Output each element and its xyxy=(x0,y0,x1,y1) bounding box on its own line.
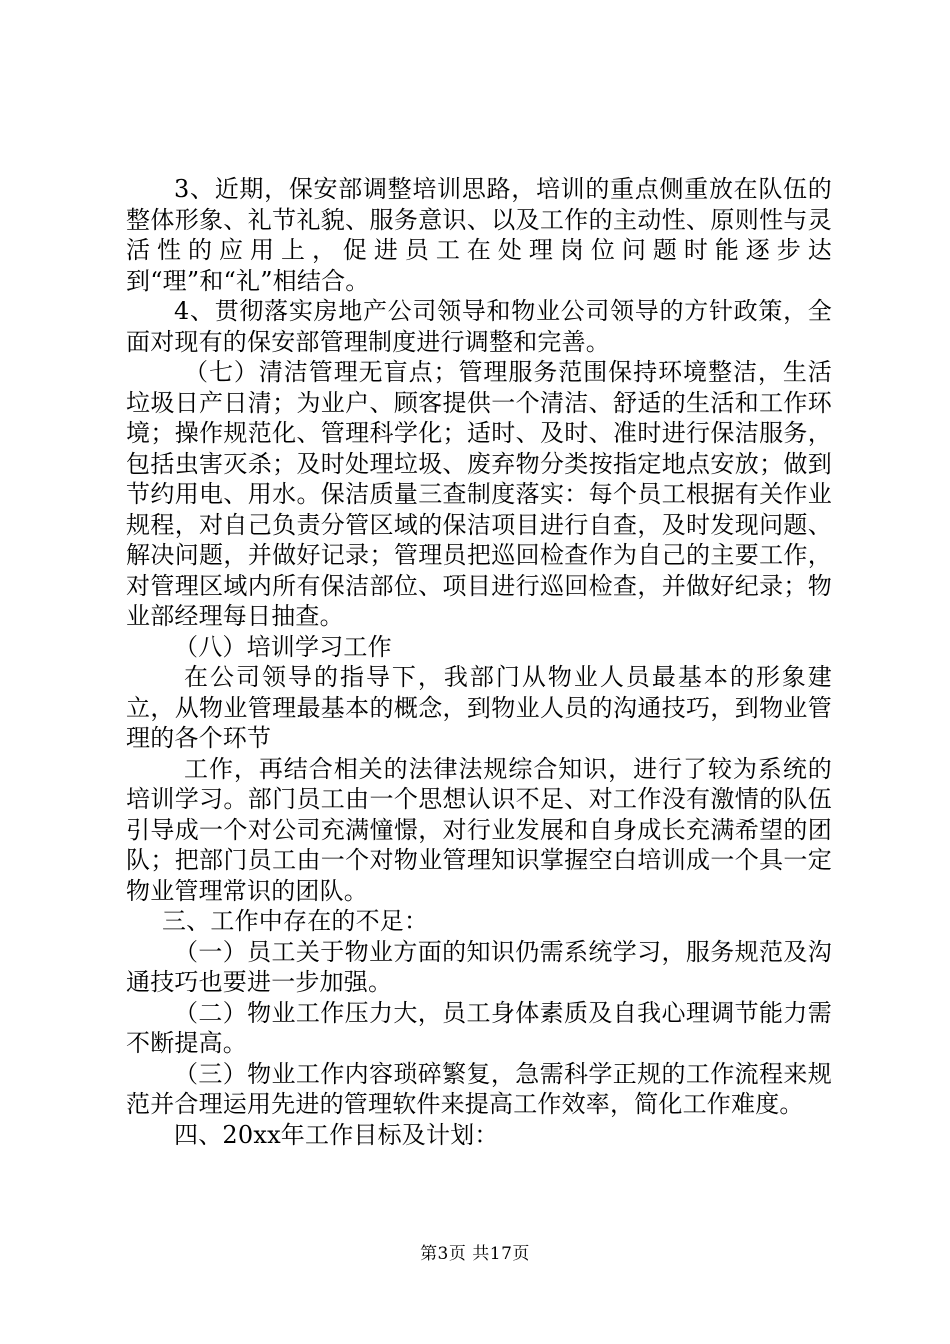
paragraph-training-intro: 在公司领导的指导下，我部门从物业人员最基本的形象建立，从物业管理最基本的概念，到物业人员的沟通技巧，到物业管理的各个环节 xyxy=(126,663,832,752)
document-body xyxy=(126,174,832,1150)
paragraph-shortcoming-2: （二）物业工作压力大，员工身体素质及自我心理调节能力需不断提高。 xyxy=(126,998,832,1057)
paragraph-shortcoming-1: （一）员工关于物业方面的知识仍需系统学习，服务规范及沟通技巧也要进一步加强。 xyxy=(126,937,832,996)
paragraph-training-result: 工作，再结合相关的法律法规综合知识，进行了较为系统的培训学习。部门员工由一个思想认识不足、对工作没有激情的队伍引导成一个对公司充满憧憬，对行业发展和自身成长充满希望的团队；把部门员工由一个对物业管理知识掌握空白培训成一个具一定物业管理常识的团队。 xyxy=(126,754,832,905)
paragraph-training-approach: 3、近期，保安部调整培训思路，培训的重点侧重放在队伍的整体形象、礼节礼貌、服务意识、以及工作的主动性、原则性与灵活性的应用上，促进员工在处理岗位问题时能逐步达到“理”和“礼”相结合。 xyxy=(126,175,832,295)
paragraph-shortcoming-3: （三）物业工作内容琐碎繁复，急需科学正规的工作流程来规范并合理运用先进的管理软件来提高工作效率，简化工作难度。 xyxy=(126,1059,832,1118)
heading-goals-plan: 四、20xx年工作目标及计划： xyxy=(174,1120,499,1149)
heading-shortcomings: 三、工作中存在的不足： xyxy=(162,907,429,935)
paragraph-policy-implementation: 4、贯彻落实房地产公司领导和物业公司领导的方针政策，全面对现有的保安部管理制度进行调整和完善。 xyxy=(126,297,832,356)
page-number-footer: 第3页 共17页 xyxy=(420,1244,530,1264)
paragraph-cleaning-management: （七）清洁管理无盲点；管理服务范围保持环境整洁，生活垃圾日产日清；为业户、顾客提供一个清洁、舒适的生活和工作环境；操作规范化、管理科学化；适时、及时、准时进行保洁服务，包括虫害灭杀；及时处理垃圾、废弃物分类按指定地点安放；做到节约用电、用水。保洁质量三查制度落实：每个员工根据有关作业规程，对自己负责分管区域的保洁项目进行自查，及时发现问题、解决问题，并做好记录；管理员把巡回检查作为自己的主要工作，对管理区域内所有保洁部位、项目进行巡回检查，并做好纪录；物业部经理每日抽查。 xyxy=(126,358,832,630)
heading-training-work: （八）培训学习工作 xyxy=(174,632,392,661)
